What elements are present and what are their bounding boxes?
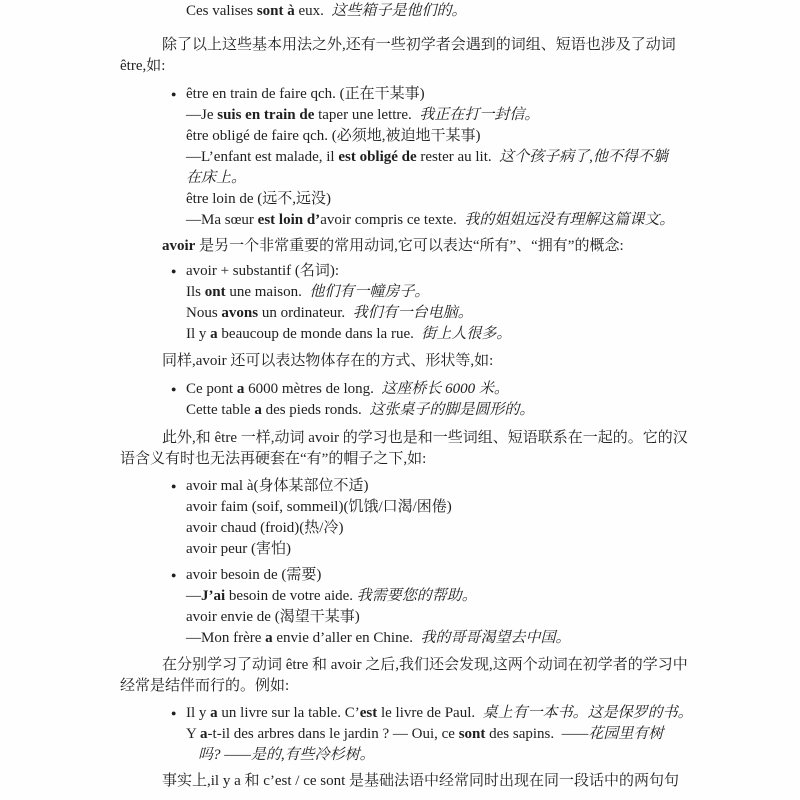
text-segment: des pieds ronds. (261, 402, 370, 418)
text-segment: Ils (186, 284, 205, 300)
text-line (186, 282, 800, 303)
text-segment: avoir mal à(身体某部位不适) (186, 478, 369, 494)
bullet-marker-icon: ● (171, 266, 177, 276)
chinese-translation: 他们有一幢房子。 (309, 284, 430, 300)
text-line (171, 565, 800, 586)
text-line (186, 126, 800, 147)
text-segment: avoir compris ce texte. (320, 212, 465, 228)
text-segment: ont (204, 284, 226, 300)
text-line (186, 105, 800, 126)
text-segment: Cette table (186, 402, 255, 418)
text-segment: être,如: (120, 58, 166, 74)
bullet-marker-icon: ● (171, 89, 177, 99)
text-segment: —Ma sœur (186, 212, 258, 228)
text-segment: 6000 mètres de long. (244, 381, 382, 397)
text-segment: a (210, 705, 218, 721)
text-segment: beaucoup de monde dans la rue. (217, 326, 422, 342)
text-segment: eux. (294, 3, 332, 19)
chinese-translation: 吗? ——是的,有些冷杉树。 (198, 747, 375, 763)
text-line (120, 428, 800, 449)
text-segment: des sapins. (485, 726, 562, 742)
text-line (186, 210, 800, 231)
text-segment: une maison. (225, 284, 310, 300)
text-line (186, 518, 800, 539)
text-line (186, 1, 800, 22)
chinese-translation: 这座桥长 6000 米。 (381, 381, 509, 397)
chinese-translation: 我们有一台电脑。 (352, 305, 473, 321)
text-line (120, 771, 800, 792)
chinese-translation: ——花园里有树 (561, 726, 664, 742)
text-segment: le livre de Paul. (377, 705, 483, 721)
text-line (186, 189, 800, 210)
text-segment: avoir faim (soif, sommeil)(饥饿/口渴/困倦) (186, 499, 452, 515)
text-segment: — (186, 588, 201, 604)
text-segment: avoir (162, 238, 196, 254)
text-line (171, 84, 800, 105)
text-segment: avoir chaud (froid)(热/冷) (186, 520, 344, 536)
text-line (198, 745, 800, 766)
text-segment: être loin de (远不,远没) (186, 191, 331, 207)
text-segment: Il y (186, 326, 211, 342)
text-line (120, 351, 800, 372)
text-segment: a (236, 381, 245, 397)
chinese-translation: 我的哥哥渴望去中国。 (420, 630, 571, 646)
text-segment: Nous (186, 305, 222, 321)
bullet-marker-icon: ● (171, 481, 177, 491)
text-segment: Ce pont (186, 381, 237, 397)
chinese-translation: 我的姐姐远没有理解这篇课文。 (464, 212, 675, 228)
text-line (171, 379, 800, 400)
text-line (120, 676, 800, 697)
text-segment: Y (186, 726, 201, 742)
text-segment: a (210, 326, 218, 342)
chinese-translation: 桌上有一本书。这是保罗的书。 (482, 705, 693, 721)
text-segment: a (265, 630, 273, 646)
text-segment: avons (221, 305, 259, 321)
text-segment: 经常是结伴而行的。例如: (120, 678, 290, 694)
text-segment: avoir besoin de (需要) (186, 567, 322, 583)
text-line (171, 261, 800, 282)
text-line (186, 497, 800, 518)
text-segment: a (254, 402, 262, 418)
text-line (186, 324, 800, 345)
text-segment: avoir peur (害怕) (186, 541, 291, 557)
text-line (186, 724, 800, 745)
bullet-marker-icon: ● (171, 570, 177, 580)
text-line (120, 236, 800, 257)
text-line (171, 476, 800, 497)
text-line (186, 147, 800, 168)
text-segment: est obligé de (338, 149, 417, 165)
bullet-marker-icon: ● (171, 708, 177, 718)
text-segment: a (200, 726, 208, 742)
chinese-translation: 这个孩子病了,他不得不躺 (499, 149, 668, 165)
text-segment: un livre sur la table. C’ (217, 705, 360, 721)
text-segment: 在分别学习了动词 être 和 avoir 之后,我们还会发现,这两个动词在初学者的学习中 (162, 657, 688, 673)
chinese-translation: 街上人很多。 (421, 326, 512, 342)
text-line (186, 168, 800, 189)
text-line (120, 655, 800, 676)
text-line (186, 586, 800, 607)
chinese-translation: 我需要您的帮助。 (356, 588, 477, 604)
text-segment: 此外,和 être 一样,动词 avoir 的学习也是和一些词组、短语联系在一起的。它的汉 (162, 430, 688, 446)
text-segment: suis en train de (217, 107, 315, 123)
text-line (186, 607, 800, 628)
text-segment: Ces valises (186, 3, 257, 19)
text-segment: être obligé de faire qch. (必须地,被迫地干某事) (186, 128, 481, 144)
chinese-translation: 我正在打一封信。 (419, 107, 540, 123)
text-segment: —L’enfant est malade, il (186, 149, 339, 165)
text-segment: être en train de faire qch. (正在干某事) (186, 86, 425, 102)
page-content (0, 1, 800, 792)
text-segment: avoir envie de (渴望干某事) (186, 609, 360, 625)
text-segment: envie d’aller en Chine. (272, 630, 421, 646)
text-segment: 语含义有时也无法再硬套在“有”的帽子之下,如: (120, 451, 427, 467)
text-segment: 除了以上这些基本用法之外,还有一些初学者会遇到的词组、短语也涉及了动词 (162, 37, 676, 53)
text-segment: —Mon frère (186, 630, 266, 646)
text-segment: rester au lit. (416, 149, 500, 165)
text-line (120, 449, 800, 470)
bullet-marker-icon: ● (171, 384, 177, 394)
text-line (186, 539, 800, 560)
text-segment: sont à (256, 3, 295, 19)
text-line (120, 56, 800, 77)
text-segment: est (359, 705, 378, 721)
text-line (171, 703, 800, 724)
text-segment: Il y (186, 705, 211, 721)
text-segment: —Je (186, 107, 218, 123)
text-line (120, 35, 800, 56)
text-segment: taper une lettre. (314, 107, 420, 123)
text-segment: 同样,avoir 还可以表达物体存在的方式、形状等,如: (162, 353, 494, 369)
text-segment: 是另一个非常重要的常用动词,它可以表达“所有”、“拥有”的概念: (195, 238, 624, 254)
text-line (186, 400, 800, 421)
chinese-translation: 这张桌子的脚是圆形的。 (369, 402, 535, 418)
text-segment: est loin d’ (257, 212, 321, 228)
text-segment: sont (458, 726, 486, 742)
chinese-translation: 这些箱子是他们的。 (331, 3, 467, 19)
text-segment: avoir + substantif (名词): (186, 263, 340, 279)
text-segment: J’ai (201, 588, 226, 604)
text-line (186, 628, 800, 649)
chinese-translation: 在床上。 (186, 170, 247, 186)
text-segment: un ordinateur. (258, 305, 353, 321)
text-segment: besoin de votre aide. (225, 588, 357, 604)
text-segment: -t-il des arbres dans le jardin ? — Oui, ce (207, 726, 459, 742)
text-line (186, 303, 800, 324)
text-segment: 事实上,il y a 和 c’est / ce sont 是基础法语中经常同时出现在同一段话中的两句句 (162, 773, 680, 789)
